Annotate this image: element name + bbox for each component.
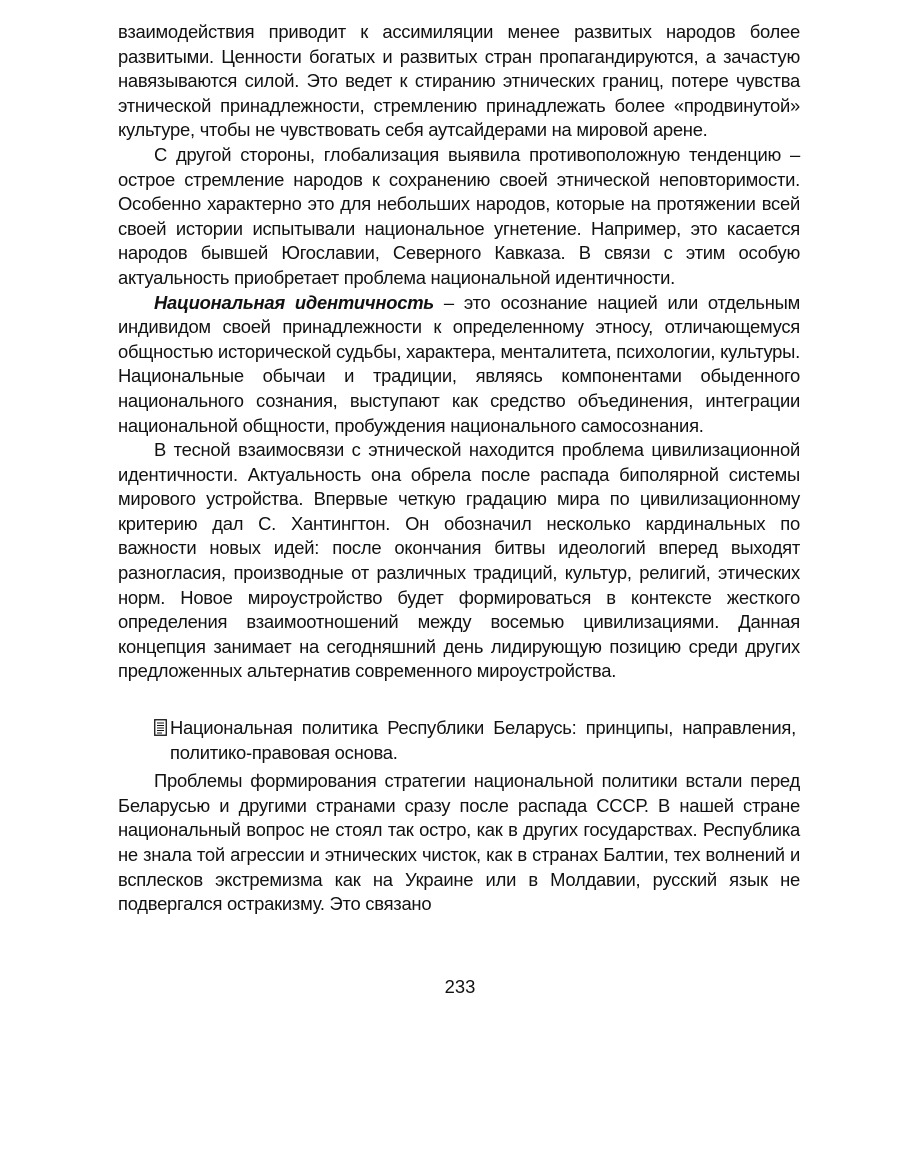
paragraph-globalization: С другой стороны, глобализация выявила противоположную тенденцию – острое стремление народов к сохранению своей этнической неповторимости. Особенно характерно это для небольших народов, которые на протяжении всей своей истории испытывали национальное угнетение. Например, это касается народов бывшей Югославии, Северного Кавказа. В связи с этим особую актуальность приобретает проблема национальной идентичности. <box>118 143 800 288</box>
paragraph-civilizational-identity: В тесной взаимосвязи с этнической находится проблема цивилизационной идентичности. Актуальность она обрела после распада биполярной системы мирового устройства. Впервые четкую градацию мира по цивилизационному критерию дал С. Хантингтон. Он обозначил несколько кардинальных по важности новых идей: после окончания битвы идеологий вперед выходят разногласия, производные от различных традиций, культур, религий, этических норм. Новое мироустройство будет формироваться в контексте жесткого определения взаимоотношений между восемью цивилизациями. Данная концепция занимает на сегодняшний день лидирующую позицию среди других предложенных альтернатив современного мироустройства. <box>118 439 800 682</box>
section-heading <box>154 716 800 765</box>
paragraph-belarus-policy: Проблемы формирования стратегии национальной политики встали перед Беларусью и другими странами сразу после распада СССР. В нашей стране национальный вопрос не стоял так остро, как в других государствах. Республика не знала той агрессии и этнических чисток, как в странах Балтии, тех волнений и всплесков экстремизма как на Украине или в Молдавии, русский язык не подвергался остракизму. Это связано <box>118 770 800 915</box>
section-heading-text: Национальная политика Республики Беларусь: принципы, направления, политико-правовая основа. <box>170 717 796 763</box>
document-icon <box>154 719 167 736</box>
page-body <box>118 20 800 917</box>
paragraph-assimilation: взаимодействия приводит к ассимиляции менее развитых народов более развитыми. Ценности богатых и развитых стран пропагандируются, а зачастую навязываются силой. Это ведет к стиранию этнических границ, потере чувства этнической принадлежности, стремлению принадлежать более «продвинутой» культуре, чтобы не чувствовать себя аутсайдерами на мировой арене. <box>118 21 800 141</box>
paragraph-national-identity <box>118 291 800 439</box>
page-number: 233 <box>444 976 476 997</box>
definition-text: – это осознание нацией или отдельным индивидом своей принадлежности к определенному этносу, отличающемуся общностью исторической судьбы, характера, менталитета, психологии, культуры. Национальные обычаи и традиции, являясь компонентами обыденного национального сознания, выступают как средство объединения, интеграции национальной общности, пробуждения национального самосознания. <box>118 291 800 436</box>
term-national-identity: Национальная идентичность <box>154 291 434 313</box>
